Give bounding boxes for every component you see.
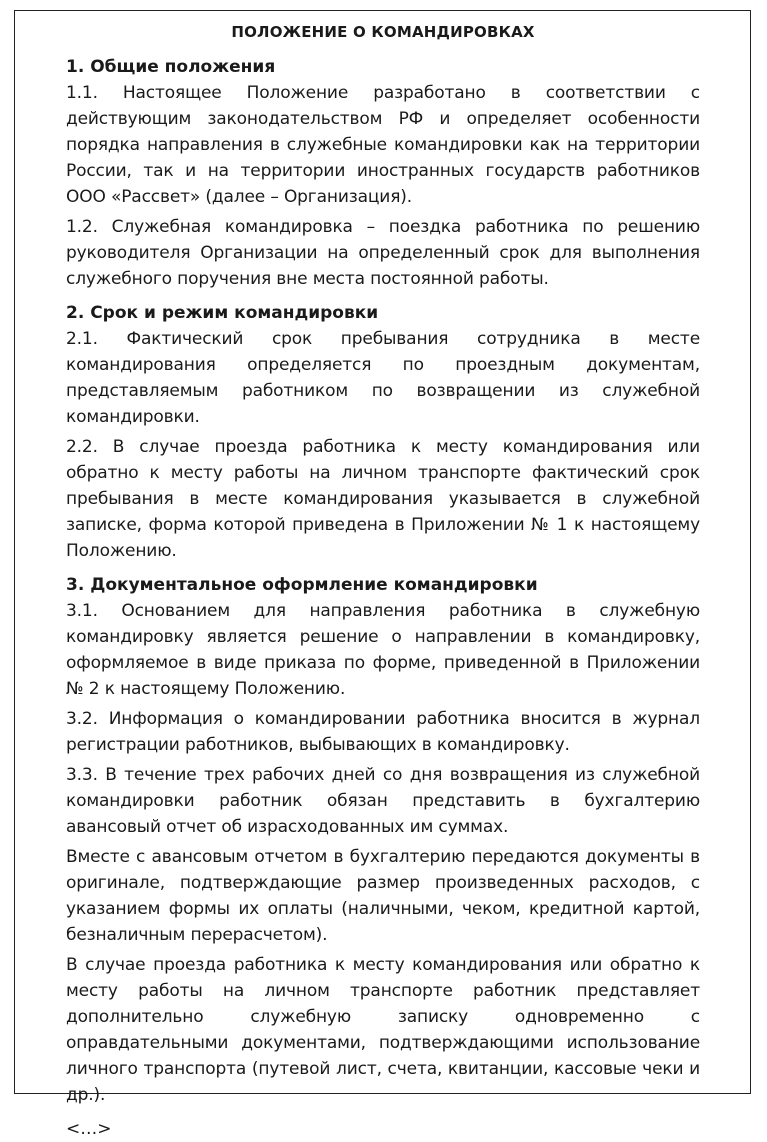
paragraph: 1.1. Настоящее Положение разработано в соответствии с действующим законодательством РФ и определяет особенности порядка направления в служебные командировки как на территории России, так и на территории иностранных государств работников ООО «Рассвет» (далее – Организация). [66,83,700,207]
paragraph: 3.3. В течение трех рабочих дней со дня возвращения из служебной командировки работник обязан представить в бухгалтерию авансовый отчет об израсходованных им суммах. [66,765,700,837]
section-general [66,54,700,292]
document-body [66,22,700,1142]
section-heading: 1. Общие положения [66,57,276,77]
section-heading: 3. Документальное оформление командировки [66,575,538,595]
omission-marker: <…> [66,1119,112,1139]
paragraph: Вместе с авансовым отчетом в бухгалтерию передаются документы в оригинале, подтверждающие размер произведенных расходов, с указанием формы их оплаты (наличными, чеком, кредитной картой, безналичным перерасчетом). [66,847,700,945]
section-documentation [66,572,700,1108]
section-term-and-mode [66,300,700,564]
section-heading: 2. Срок и режим командировки [66,303,379,323]
paragraph: 2.2. В случае проезда работника к месту командирования или обратно к месту работы на личном транспорте фактический срок пребывания в месте командирования указывается в служебной записке, форма которой приведена в Приложении № 1 к настоящему Положению. [66,437,700,561]
paragraph: 2.1. Фактический срок пребывания сотрудника в месте командирования определяется по проездным документам, представляемым работником по возвращении из служебной командировки. [66,329,700,427]
paragraph: В случае проезда работника к месту командирования или обратно к месту работы на личном транспорте работник представляет дополнительно служебную записку одновременно с оправдательными документами, подтверждающими использование личного транспорта (путевой лист, счета, квитанции, кассовые чеки и др.). [66,955,700,1105]
paragraph: 3.1. Основанием для направления работника в служебную командировку является решение о направлении в командировку, оформляемое в виде приказа по форме, приведенной в Приложении № 2 к настоящему Положению. [66,601,700,699]
paragraph: 3.2. Информация о командировании работника вносится в журнал регистрации работников, выбывающих в командировку. [66,709,700,755]
document-title: ПОЛОЖЕНИЕ О КОМАНДИРОВКАХ [231,23,535,41]
paragraph: 1.2. Служебная командировка – поездка работника по решению руководителя Организации на определенный срок для выполнения служебного поручения вне места постоянной работы. [66,217,700,289]
